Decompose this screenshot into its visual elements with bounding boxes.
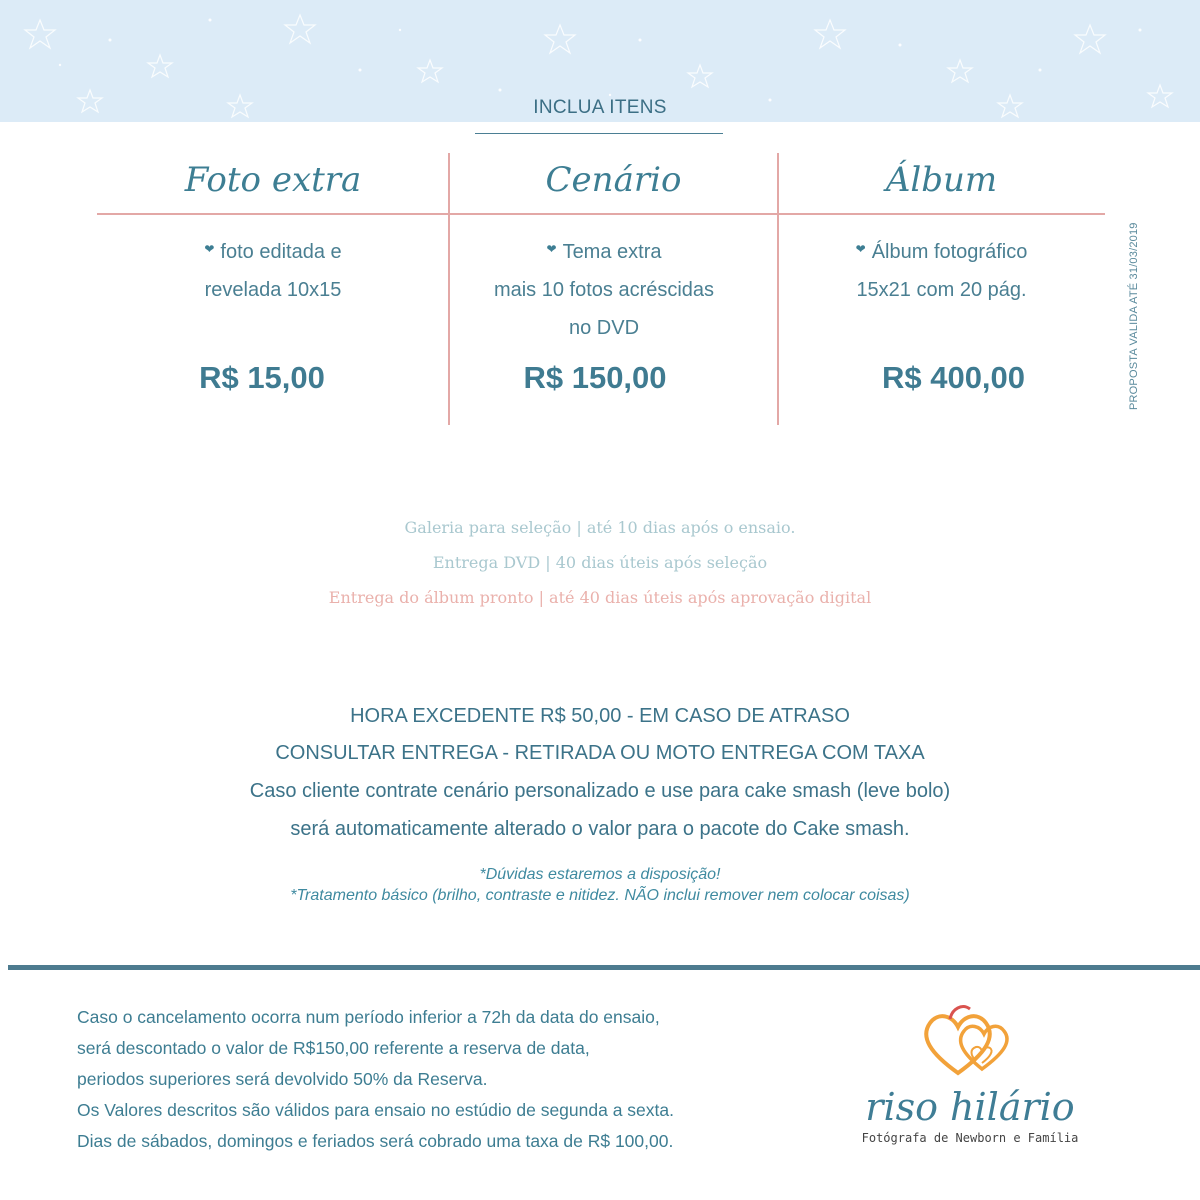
policy-line: será descontado o valor de R$150,00 referente a reserva de data, <box>77 1038 590 1058</box>
description-line: Álbum fotográfico <box>871 241 1028 263</box>
note-questions: *Dúvidas estaremos a disposição! <box>479 866 721 883</box>
item-price-album: R$ 400,00 <box>881 360 1026 395</box>
heart-bullet-icon: ❤ <box>855 242 866 256</box>
policy-line: Caso o cancelamento ocorra num período inferior a 72h da data do ensaio, <box>77 1007 660 1027</box>
item-heading-cenario: Cenário <box>545 160 682 200</box>
policy-line: Os Valores descritos são válidos para ensaio no estúdio de segunda a sexta. <box>77 1100 674 1120</box>
item-description-cenario <box>430 230 778 347</box>
heart-bullet-icon: ❤ <box>546 242 557 256</box>
item-price-cenario: R$ 150,00 <box>523 360 667 395</box>
description-line: 15x21 com 20 pág. <box>856 279 1027 301</box>
section-title: INCLUA ITENS <box>533 97 667 118</box>
hearts-logo-icon <box>820 995 1120 1085</box>
item-price-foto-extra: R$ 15,00 <box>199 360 325 395</box>
notice-cake-smash: Caso cliente contrate cenário personalizado e use para cake smash (leve bolo) <box>249 780 951 802</box>
brand-name: riso hilário <box>865 1085 1075 1129</box>
brand-tagline: Fotógrafa de Newborn e Família <box>861 1131 1079 1145</box>
description-line: foto editada e <box>220 241 342 263</box>
description-line: Tema extra <box>562 241 662 263</box>
note-treatment: *Tratamento básico (brilho, contraste e nitidez. NÃO inclui remover nem colocar coisas) <box>290 887 910 904</box>
policy-line: periodos superiores será devolvido 50% da Reserva. <box>77 1069 488 1089</box>
description-line: mais 10 fotos acréscidas <box>493 279 715 301</box>
deadline-dvd: Entrega DVD | 40 dias úteis após seleção <box>432 553 768 572</box>
deadline-gallery: Galeria para seleção | até 10 dias após o ensaio. <box>404 518 796 537</box>
policy-line: Dias de sábados, domingos e feriados será cobrado uma taxa de R$ 100,00. <box>77 1131 674 1151</box>
notice-cake-smash-2: será automaticamente alterado o valor para o pacote do Cake smash. <box>290 818 910 840</box>
brand-logo <box>820 995 1120 1155</box>
item-description-foto-extra <box>97 230 449 309</box>
description-line: revelada 10x15 <box>204 279 342 301</box>
notice-delivery: CONSULTAR ENTREGA - RETIRADA OU MOTO ENTREGA COM TAXA <box>275 742 925 764</box>
item-heading-album: Álbum <box>885 160 998 200</box>
item-description-album <box>778 230 1105 309</box>
deadline-album: Entrega do álbum pronto | até 40 dias úteis após aprovação digital <box>328 588 872 607</box>
notice-overtime: HORA EXCEDENTE R$ 50,00 - EM CASO DE ATRASO <box>350 705 850 727</box>
cancellation-policy <box>77 1002 674 1157</box>
item-heading-foto-extra: Foto extra <box>184 160 362 200</box>
footer-divider <box>8 965 1200 970</box>
heart-bullet-icon: ❤ <box>204 242 215 256</box>
validity-note: PROPOSTA VALIDA ATÉ 31/03/2019 <box>1128 222 1140 410</box>
description-line: no DVD <box>568 317 640 339</box>
